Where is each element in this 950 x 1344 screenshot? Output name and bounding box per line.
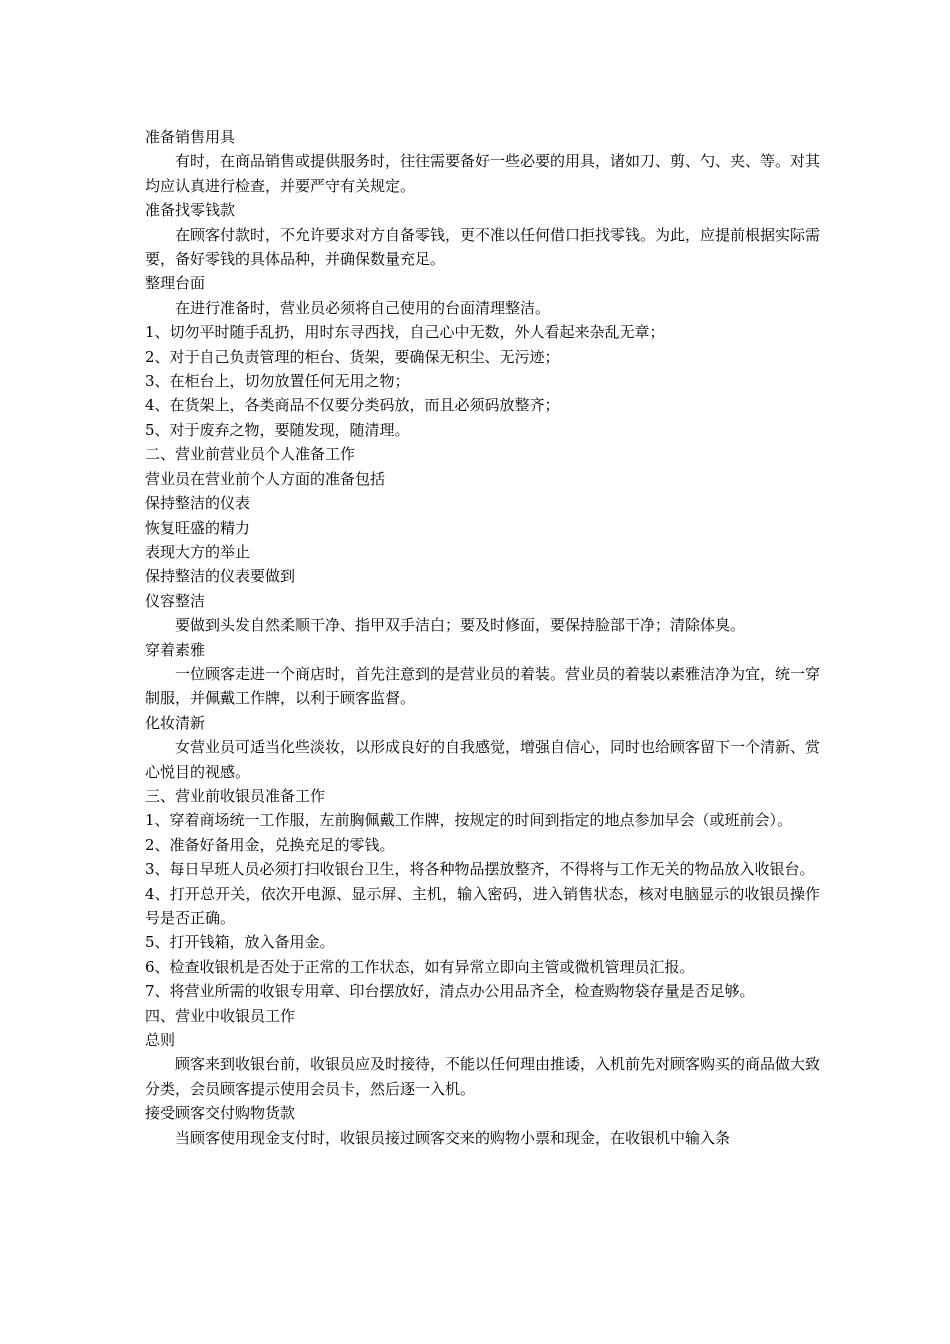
heading-line: 四、营业中收银员工作 xyxy=(145,1006,296,1025)
body-paragraph: 顾客来到收银台前，收银员应及时接待，不能以任何理由推诿，入机前先对顾客购买的商品做大致分类，会员顾客提示使用会员卡，然后逐一入机。 xyxy=(145,1055,821,1098)
heading-line: 三、营业前收银员准备工作 xyxy=(145,786,326,805)
heading-line: 4、在货架上，各类商品不仅要分类码放，而且必须码放整齐； xyxy=(145,396,560,415)
heading-line: 3、在柜台上，切勿放置任何无用之物； xyxy=(145,372,410,391)
heading-line: 5、对于废弃之物，要随发现，随清理。 xyxy=(145,420,410,439)
heading-line: 接受顾客交付购物货款 xyxy=(145,1104,296,1123)
heading-line: 恢复旺盛的精力 xyxy=(145,518,251,537)
heading-line: 3、每日早班人员必须打扫收银台卫生，将各种物品摆放整齐，不得将与工作无关的物品放入收银台。 xyxy=(145,860,815,879)
document-page xyxy=(145,125,820,1150)
body-paragraph: 在进行准备时，营业员必须将自己使用的台面清理整洁。 xyxy=(175,298,551,317)
body-paragraph: 一位顾客走进一个商店时，首先注意到的是营业员的着装。营业员的着装以素雅洁净为宜，统一穿制服，并佩戴工作牌，以利于顾客监督。 xyxy=(145,664,821,708)
heading-line: 穿着素雅 xyxy=(145,640,206,659)
heading-line: 二、营业前营业员个人准备工作 xyxy=(145,445,356,464)
heading-line: 6、检查收银机是否处于正常的工作状态，如有异常立即向主管或微机管理员汇报。 xyxy=(145,957,695,976)
body-paragraph: 在顾客付款时，不允许要求对方自备零钱，更不准以任何借口拒找零钱。为此，应提前根据实际需要，备好零钱的具体品种，并确保数量充足。 xyxy=(145,225,821,269)
heading-line: 保持整洁的仪表 xyxy=(145,494,251,513)
heading-line: 化妆清新 xyxy=(145,713,206,732)
body-paragraph: 要做到头发自然柔顺干净、指甲双手洁白；要及时修面，要保持脸部干净；清除体臭。 xyxy=(175,616,746,635)
heading-line: 仪容整洁 xyxy=(145,591,206,610)
heading-line: 1、切勿平时随手乱扔，用时东寻西找，自己心中无数，外人看起来杂乱无章； xyxy=(145,323,665,342)
body-paragraph: 女营业员可适当化些淡妆，以形成良好的自我感觉，增强自信心，同时也给顾客留下一个清新、赏心悦目的视感。 xyxy=(145,738,821,781)
heading-line: 准备找零钱款 xyxy=(145,201,236,220)
body-paragraph: 当顾客使用现金支付时，收银员接过顾客交来的购物小票和现金，在收银机中输入条 xyxy=(175,1128,731,1147)
heading-line: 2、准备好备用金，兑换充足的零钱。 xyxy=(145,835,395,854)
heading-line: 1、穿着商场统一工作服，左前胸佩戴工作牌，按规定的时间到指定的地点参加早会（或班前会）。 xyxy=(145,811,793,830)
heading-line: 7、将营业所需的收银专用章、印台摆放好，清点办公用品齐全，检查购物袋存量是否足够。 xyxy=(145,982,755,1001)
heading-line: 表现大方的举止 xyxy=(145,542,251,561)
heading-line: 整理台面 xyxy=(145,274,206,293)
heading-line: 保持整洁的仪表要做到 xyxy=(145,567,296,586)
heading-line: 总则 xyxy=(145,1031,176,1050)
heading-line: 5、打开钱箱，放入备用金。 xyxy=(145,933,335,952)
heading-line: 4、打开总开关，依次开电源、显示屏、主机，输入密码，进入销售状态，核对电脑显示的收银员操作号是否正确。 xyxy=(145,884,820,927)
heading-line: 营业员在营业前个人方面的准备包括 xyxy=(145,469,386,488)
heading-line: 准备销售用具 xyxy=(145,128,236,146)
heading-line: 2、对于自己负责管理的柜台、货架，要确保无积尘、无污迹； xyxy=(145,347,560,366)
body-paragraph: 有时，在商品销售或提供服务时，往往需要备好一些必要的用具，诸如刀、剪、勺、夹、等。对其均应认真进行检查，并要严守有关规定。 xyxy=(145,152,821,195)
